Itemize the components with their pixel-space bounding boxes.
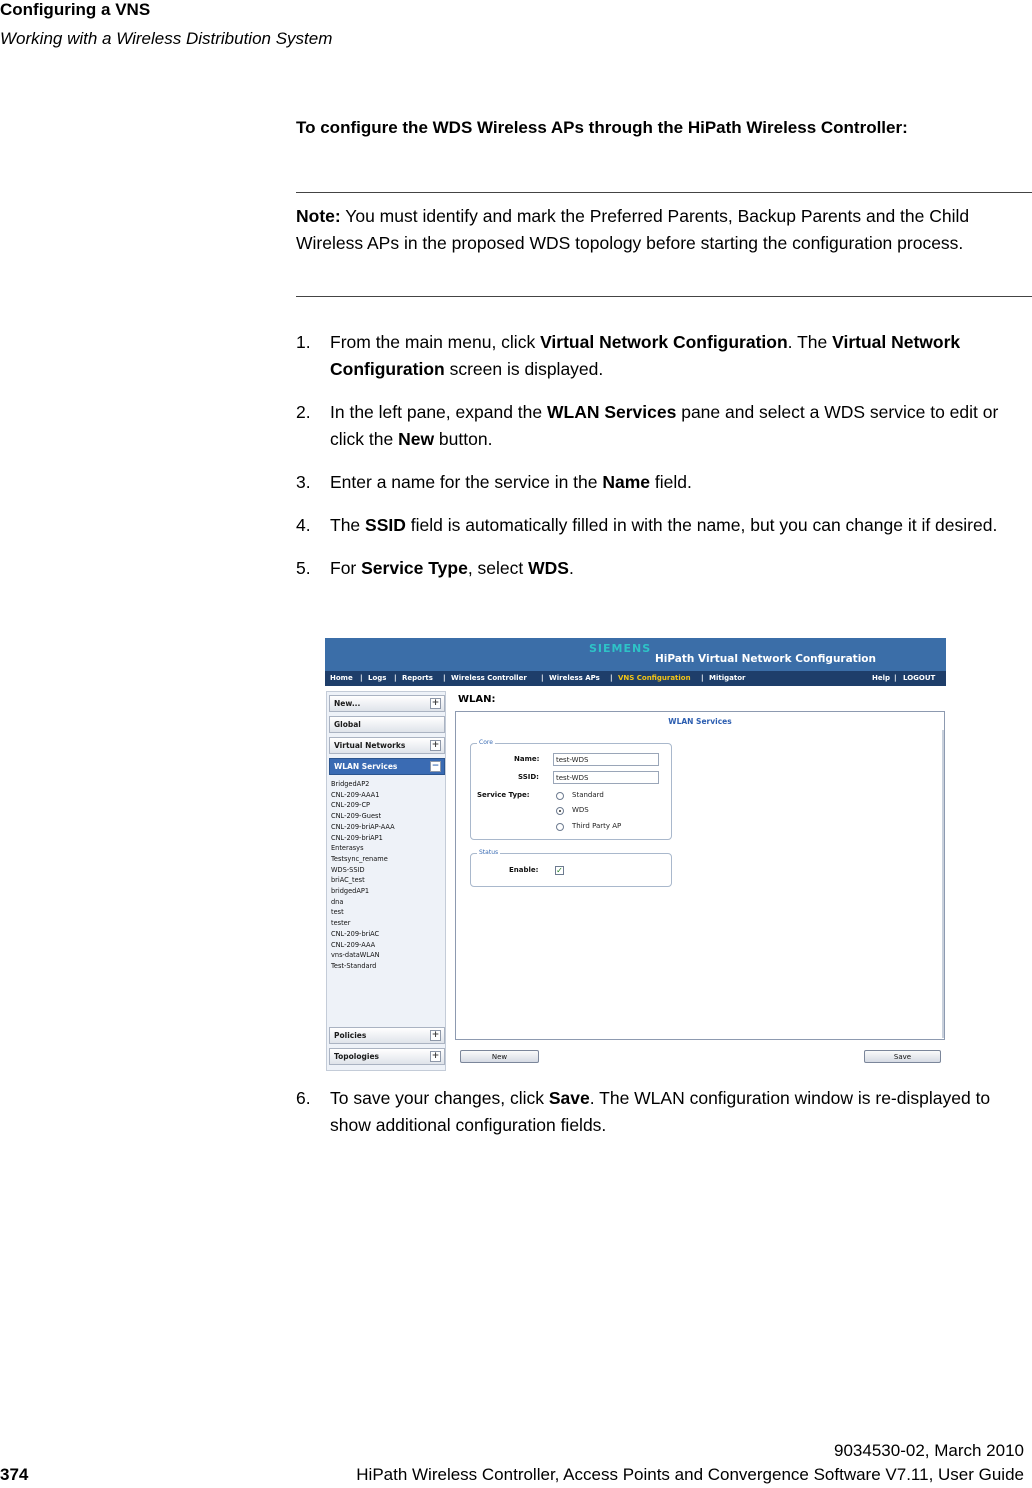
step-text: From the main menu, click [330, 332, 541, 352]
collapse-icon[interactable]: − [431, 761, 440, 771]
ui-term: WLAN Services [546, 402, 677, 422]
wlan-service-item[interactable]: bridgedAP1 [331, 887, 370, 896]
wlan-service-item[interactable]: CNL-209-AAA [331, 940, 376, 949]
wlan-service-item[interactable]: BridgedAP2 [331, 780, 370, 788]
wlan-service-item[interactable]: Test-Standard [331, 961, 377, 970]
wlan-service-item[interactable]: CNL-209-briAP1 [331, 833, 383, 842]
section-title: Working with a Wireless Distribution System [0, 29, 333, 48]
step-number: 1. [296, 332, 311, 352]
menu-logout[interactable]: LOGOUT [903, 674, 936, 682]
app-banner [325, 638, 946, 671]
wlan-service-item[interactable]: CNL-209-Guest [331, 812, 382, 821]
wlan-service-item[interactable]: Enterasys [331, 844, 364, 853]
sidebar-policies[interactable] [329, 1027, 445, 1044]
wlan-service-item[interactable]: test [331, 908, 344, 917]
step-text: In the left pane, expand the [330, 402, 547, 422]
step-text: pane and select a WDS service to edit or click the [330, 402, 999, 449]
step-list [296, 329, 1032, 598]
menu-separator: | [360, 674, 363, 682]
ui-term: New [398, 429, 435, 449]
wlan-service-item[interactable]: CNL-209-AAA1 [331, 790, 380, 799]
note-label: Note: [296, 206, 341, 226]
service-type-option-label: Standard [572, 791, 604, 799]
step-text: To save your changes, click [330, 1088, 549, 1108]
main-menu [325, 671, 946, 686]
sidebar-wlan-services[interactable] [329, 758, 445, 775]
step-1 [296, 329, 1032, 383]
siemens-logo: SIEMENS [589, 642, 652, 655]
app-title: HiPath Virtual Network Configuration [655, 653, 876, 665]
menu-separator: | [701, 674, 704, 682]
expand-icon[interactable]: + [431, 1051, 440, 1061]
sidebar-label: New... [334, 699, 361, 708]
note [296, 203, 1030, 257]
chapter-title: Configuring a VNS [0, 0, 151, 19]
note-top-rule [296, 192, 1032, 193]
sidebar-topologies[interactable] [329, 1048, 445, 1065]
name-input[interactable]: test-WDS [553, 753, 659, 766]
step-6 [296, 1085, 1032, 1139]
status-group [470, 849, 672, 887]
menu-mitigator[interactable]: Mitigator [709, 674, 746, 682]
menu-separator: | [394, 674, 397, 682]
wlan-service-item[interactable]: dna [331, 897, 344, 906]
service-type-option-label: Third Party AP [572, 822, 622, 830]
step-number: 4. [296, 515, 311, 535]
step-number: 5. [296, 558, 311, 578]
menu-separator: | [443, 674, 446, 682]
menu-separator: | [610, 674, 613, 682]
enable-label: Enable: [509, 866, 539, 874]
menu-logs[interactable]: Logs [368, 674, 387, 682]
save-button[interactable]: Save [864, 1050, 941, 1063]
step-number: 3. [296, 472, 311, 492]
wlan-service-item[interactable]: Testsync_rename [331, 854, 388, 863]
service-type-third-party-radio[interactable] [556, 823, 564, 831]
ui-term: SSID [365, 515, 406, 535]
wlan-service-item[interactable]: WDS-SSID [331, 865, 365, 874]
ui-term: Virtual Network Configuration [330, 332, 961, 379]
sidebar-new[interactable] [329, 695, 445, 712]
menu-vns-configuration[interactable]: VNS Configuration [618, 674, 691, 682]
expand-icon[interactable]: + [431, 740, 440, 750]
step-2 [296, 399, 1032, 453]
wlan-service-item[interactable]: tester [331, 919, 351, 928]
step-text-block [296, 1085, 1032, 1139]
wlan-service-item[interactable]: briAC_test [331, 876, 365, 885]
left-pane [326, 691, 446, 1071]
step-text: The [330, 515, 366, 535]
wlan-heading: WLAN: [458, 694, 496, 705]
wlan-services-panel [455, 711, 945, 1040]
step-text: field. [650, 472, 692, 492]
step-text: button. [434, 429, 493, 449]
sidebar-virtual-networks[interactable] [329, 737, 445, 754]
service-type-wds-radio[interactable] [556, 807, 564, 815]
procedure-title: To configure the WDS Wireless APs through the HiPath Wireless Controller: [296, 118, 908, 137]
wlan-service-list [331, 779, 395, 972]
step-text: , select [467, 558, 529, 578]
step-5 [296, 555, 1032, 582]
note-bottom-rule [296, 296, 1032, 297]
step-text: . [568, 558, 574, 578]
step-text: field is automatically filled in with the name, but you can change it if desired. [405, 515, 998, 535]
step-text: screen is displayed. [444, 359, 604, 379]
enable-checkbox[interactable]: ✓ [556, 866, 563, 875]
step-3 [296, 469, 1032, 496]
ui-term: Virtual Network Configuration [540, 332, 788, 352]
step-text: Enter a name for the service in the [330, 472, 603, 492]
sidebar-label: WLAN Services [334, 762, 398, 771]
step-text: For [330, 558, 362, 578]
core-group [470, 739, 672, 840]
panel-title: WLAN Services [668, 717, 732, 726]
ssid-input[interactable]: test-WDS [553, 771, 659, 784]
ui-term: WDS [528, 558, 569, 578]
expand-icon[interactable]: + [431, 698, 440, 708]
footer-guide-title: HiPath Wireless Controller, Access Points and Convergence Software V7.11, User Guide [356, 1465, 1024, 1484]
wlan-service-item[interactable]: CNL-209-CP [331, 801, 371, 810]
name-label: Name: [514, 755, 540, 763]
ssid-label: SSID: [518, 773, 539, 781]
status-legend: Status [479, 849, 499, 856]
footer-page-number: 374 [0, 1465, 29, 1484]
footer-doc-id: 9034530-02, March 2010 [834, 1441, 1024, 1460]
sidebar-label: Topologies [334, 1052, 380, 1061]
sidebar-label: Global [334, 720, 361, 729]
sidebar-label: Policies [334, 1031, 367, 1040]
ui-term: Name [602, 472, 651, 492]
service-type-label: Service Type: [477, 791, 530, 799]
menu-wireless-controller[interactable]: Wireless Controller [451, 674, 527, 682]
service-type-option-label: WDS [572, 806, 589, 814]
menu-wireless-aps[interactable]: Wireless APs [549, 674, 600, 682]
step-number: 2. [296, 402, 311, 422]
service-type-standard-radio[interactable] [556, 792, 564, 800]
menu-separator: | [894, 674, 897, 682]
note-text: You must identify and mark the Preferred Parents, Backup Parents and the Child Wireless APs in the proposed WDS topology before starting the configuration process. [296, 206, 970, 253]
menu-separator: | [541, 674, 544, 682]
core-legend: Core [479, 739, 493, 746]
wlan-service-item[interactable]: CNL-209-briAC [331, 929, 380, 938]
sidebar-global[interactable] [329, 716, 445, 733]
panel-scrollbar[interactable] [942, 730, 944, 1038]
wlan-service-item[interactable]: CNL-209-briAP-AAA [331, 822, 395, 831]
expand-icon[interactable]: + [431, 1030, 440, 1040]
step-text: . The [787, 332, 833, 352]
sidebar-label: Virtual Networks [334, 741, 406, 750]
wlan-config-screenshot [325, 638, 946, 1070]
new-button[interactable]: New [460, 1050, 539, 1063]
menu-home[interactable]: Home [330, 674, 353, 682]
step-text: . The WLAN configuration window is re-displayed to show additional configuration fields. [330, 1088, 991, 1135]
ui-term: Service Type [361, 558, 468, 578]
ui-term: Save [548, 1088, 590, 1108]
step-number: 6. [296, 1088, 311, 1108]
wlan-service-item[interactable]: vns-dataWLAN [331, 951, 380, 960]
step-4 [296, 512, 1032, 539]
menu-help[interactable]: Help [872, 674, 891, 682]
menu-reports[interactable]: Reports [402, 674, 433, 682]
